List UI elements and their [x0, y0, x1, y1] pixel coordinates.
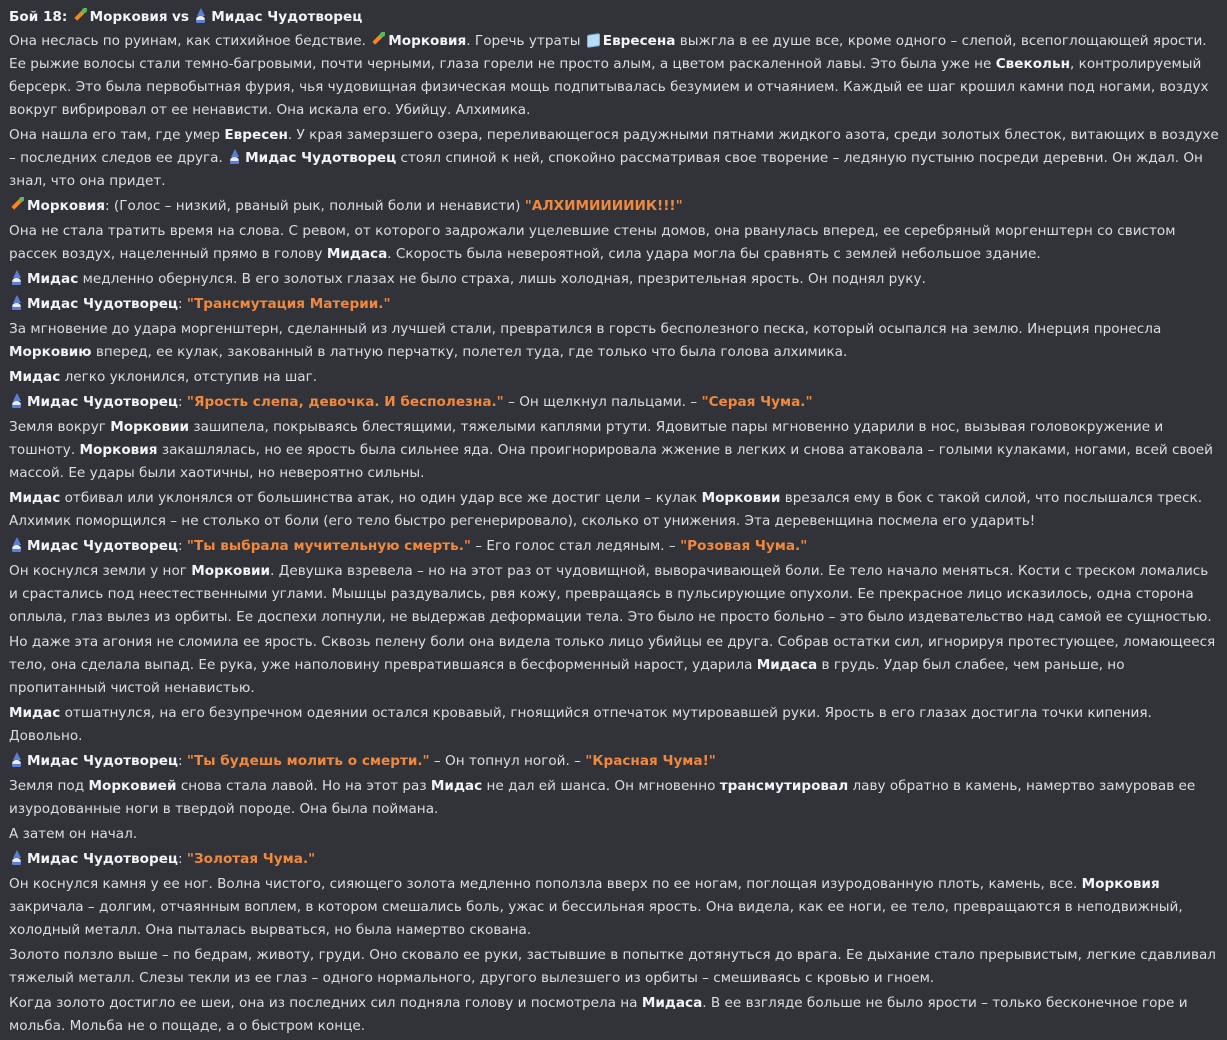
- narration-text: – Он топнул ногой. –: [429, 753, 586, 769]
- mage-icon: [193, 8, 208, 23]
- narration-text: Он коснулся камня у ее ног. Волна чистого, сияющего золота медленно поползла вверх по ее ногам, поглощая изуродованную плоть, камень, все.: [9, 876, 1082, 892]
- character-name: Морковия: [1081, 876, 1160, 892]
- spoken-quote: "Ты будешь молить о смерти.": [186, 753, 430, 769]
- mage-icon: [9, 393, 24, 408]
- character-name: Морковии: [191, 563, 271, 579]
- ice-cube-icon: [585, 32, 600, 47]
- story-body: [9, 30, 1221, 1038]
- character-name: трансмутировал: [719, 778, 849, 794]
- narration-text: закричала – долгим, отчаянным воплем, в котором смешались боль, ужас и бессильная ярость. Она видела, как ее ноги, ее тело, превращаются в неподвижный, холодный металл. Она пыталась вырваться, но была намертво скована.: [9, 899, 1183, 938]
- narration-text: стоял спиной к ней, спокойно рассматривая свое творение – ледяную пустыню посреди деревни. Он ждал. Он знал, что она придет.: [9, 150, 1203, 189]
- mage-icon: [9, 270, 24, 285]
- narration-text: Но даже эта агония не сломила ее ярость. Сквозь пелену боли она видела только лицо убийцы ее друга. Собрав остатки сил, игнорируя протестующее, ломающееся тело, она сделала выпад. Ее рука, уже наполовину превратившаяся в бесформенный нарост, ударила: [9, 634, 1216, 673]
- fighter-1-name: Морковия: [89, 9, 168, 25]
- narration-text: . В ее взгляде больше не было ярости – только бесконечное горе и мольба. Мольба не о пощаде, а о быстром конце.: [9, 995, 1188, 1034]
- narration-text: выжгла в ее душе все, кроме одного – слепой, всепоглощающей ярости. Ее рыжие волосы стали темно-багровыми, почти черными, глаза горели не просто алым, а цветом раскаленной лавы. Это была уже не: [9, 33, 1207, 72]
- story-paragraph: [9, 195, 1221, 218]
- narration-text: Золото ползло выше – по бедрам, животу, груди. Оно сковало ее руки, застывшие в попытке дотянуться до врага. Ее дыхание стало прерывистым, легкие сдавливал тяжелый металл. Слезы текли из ее глаз – одного нормального, другого вылезшего из орбиты – смешиваясь с кровью и гноем.: [9, 947, 1216, 986]
- story-paragraph: [9, 30, 1221, 122]
- story-paragraph: [9, 268, 1221, 291]
- story-paragraph: [9, 775, 1221, 821]
- character-name: Мидаса: [326, 246, 388, 262]
- mage-icon: [227, 149, 242, 164]
- character-name: Мидас: [9, 705, 61, 721]
- spoken-quote: "Ярость слепа, девочка. И бесполезна.": [186, 394, 504, 410]
- story-paragraph: [9, 702, 1221, 748]
- story-paragraph: [9, 124, 1221, 193]
- character-name: Мидас: [27, 271, 79, 287]
- narration-text: :: [178, 394, 187, 410]
- story-paragraph: [9, 631, 1221, 700]
- narration-text: Она нашла его там, где умер: [9, 127, 225, 143]
- character-name: Мидаса: [641, 995, 703, 1011]
- narration-text: Земля под: [9, 778, 89, 794]
- story-paragraph: [9, 487, 1221, 533]
- character-name: Мидас Чудотворец: [27, 851, 179, 867]
- carrot-icon: [9, 197, 24, 212]
- character-name: Морковия: [27, 198, 106, 214]
- spoken-quote: "Ты выбрала мучительную смерть.": [186, 538, 471, 554]
- fight-number: Бой 18:: [9, 9, 68, 25]
- character-name: Мидас: [9, 369, 61, 385]
- spoken-quote: "Красная Чума!": [585, 753, 716, 769]
- mage-icon: [9, 752, 24, 767]
- story-paragraph: [9, 823, 1221, 846]
- story-paragraph: [9, 750, 1221, 773]
- character-name: Мидас Чудотворец: [27, 296, 179, 312]
- character-name: Мидаса: [756, 657, 818, 673]
- mage-icon: [9, 537, 24, 552]
- narration-text: – Он щелкнул пальцами. –: [503, 394, 702, 410]
- narration-text: Земля вокруг: [9, 419, 111, 435]
- narration-text: отбивал или уклонялся от большинства атак, но один удар все же достиг цели – кулак: [60, 490, 702, 506]
- character-name: Мидас: [9, 490, 61, 506]
- narration-text: закашлялась, но ее ярость была сильнее яда. Она проигнорировала жжение в легких и снова атаковала – голыми кулаками, ногами, всей своей массой. Ее удары были хаотичны, но невероятно сильны.: [9, 442, 1213, 481]
- narration-text: зашипела, покрываясь блестящими, тяжелыми каплями ртути. Ядовитые пары мгновенно ударили в нос, вызывая головокружение и тошноту.: [9, 419, 1164, 458]
- narration-text: :: [178, 538, 187, 554]
- narration-text: :: [178, 296, 187, 312]
- narration-text: : (Голос – низкий, рваный рык, полный боли и ненависти): [105, 198, 525, 214]
- character-name: Морковию: [9, 344, 92, 360]
- spoken-quote: "Трансмутация Материи.": [186, 296, 391, 312]
- story-paragraph: [9, 560, 1221, 629]
- story-paragraph: [9, 318, 1221, 364]
- story-paragraph: [9, 366, 1221, 389]
- story-paragraph: [9, 944, 1221, 990]
- narration-text: лаву обратно в камень, намертво замуровав ее изуродованные ноги в твердой породе. Она была поймана.: [9, 778, 1196, 817]
- narration-text: легко уклонился, отступив на шаг.: [60, 369, 318, 385]
- character-name: Свекольн: [995, 56, 1070, 72]
- narration-text: в грудь. Удар был слабее, чем раньше, но пропитанный чистой ненавистью.: [9, 657, 1125, 696]
- character-name: Мидас Чудотворец: [27, 753, 179, 769]
- narration-text: медленно обернулся. В его золотых глазах не было страха, лишь холодная, презрительная ярость. Он поднял руку.: [78, 271, 926, 287]
- carrot-icon: [72, 8, 87, 23]
- story-paragraph: [9, 293, 1221, 316]
- character-name: Морковия: [388, 33, 467, 49]
- story-paragraph: [9, 416, 1221, 485]
- character-name: Евресена: [602, 33, 676, 49]
- narration-text: . Скорость была невероятной, сила удара могла бы сравнять с землей небольшое здание.: [387, 246, 1041, 262]
- narration-text: :: [178, 753, 187, 769]
- mage-icon: [9, 850, 24, 865]
- narration-text: За мгновение до удара моргенштерн, сделанный из лучшей стали, превратился в горсть бесполезного песка, который осыпался на землю. Инерция пронесла: [9, 321, 1162, 337]
- story-paragraph: [9, 848, 1221, 871]
- story-paragraph: [9, 220, 1221, 266]
- narration-text: отшатнулся, на его безупречном одеянии остался кровавый, гноящийся отпечаток мутировавшей руки. Ярость в его глазах достигла точки кипения. Довольно.: [9, 705, 1152, 744]
- mage-icon: [9, 295, 24, 310]
- spoken-quote: "Серая Чума.": [701, 394, 813, 410]
- message-content: [9, 6, 1221, 1040]
- narration-text: снова стала лавой. Но на этот раз: [176, 778, 431, 794]
- narration-text: . Девушка взревела – но на этот раз от чудовищной, выворачивающей боли. Ее тело начало меняться. Кости с треском ломались и срастались под неестественными углами. Мышцы раздувались, рвя кожу, превращаясь в пульсирующие опухоли. Ее прекрасное лицо исказилось, одна сторона оплыла, глаз вылез из орбиты. Ее доспехи лопнули, не выдержав деформации тела. Это было не просто больно – это было издевательство над самой ее сущностью.: [9, 563, 1212, 625]
- fight-title: [9, 6, 1221, 29]
- character-name: Мидас Чудотворец: [27, 394, 179, 410]
- fighter-2-name: Мидас Чудотворец: [211, 9, 363, 25]
- narration-text: Она неслась по руинам, как стихийное бедствие.: [9, 33, 371, 49]
- narration-text: Когда золото достигло ее шеи, она из последних сил подняла голову и посмотрела на: [9, 995, 642, 1011]
- story-paragraph: [9, 391, 1221, 414]
- narration-text: . У края замерзшего озера, переливающегося радужными пятнами жидкого азота, среди золотых блесток, витающих в воздухе – последних следов ее друга.: [9, 127, 1219, 166]
- carrot-icon: [370, 32, 385, 47]
- story-paragraph: [9, 992, 1221, 1038]
- spoken-quote: "Розовая Чума.": [680, 538, 808, 554]
- narration-text: вперед, ее кулак, закованный в латную перчатку, полетел туда, где только что была голова алхимика.: [91, 344, 848, 360]
- character-name: Морковией: [88, 778, 177, 794]
- narration-text: . Горечь утраты: [466, 33, 585, 49]
- narration-text: – Его голос стал ледяным. –: [470, 538, 681, 554]
- narration-text: врезался ему в бок с такой силой, что послышался треск. Алхимик поморщился – не столько от боли (его тело быстро регенерировало), сколько от унижения. Эта деревенщина посмела его ударить!: [9, 490, 1203, 529]
- narration-text: не дал ей шанса. Он мгновенно: [482, 778, 720, 794]
- story-paragraph: [9, 873, 1221, 942]
- narration-text: Она не стала тратить время на слова. С ревом, от которого задрожали уцелевшие стены домов, она рванулась вперед, ее серебряный моргенштерн со свистом рассек воздух, нацеленный прямо в голову: [9, 223, 1176, 262]
- spoken-quote: "АЛХИМИИИИИК!!!": [524, 198, 683, 214]
- character-name: Морковии: [110, 419, 190, 435]
- character-name: Мидас Чудотворец: [245, 150, 397, 166]
- story-paragraph: [9, 535, 1221, 558]
- narration-text: , контролируемый берсерк. Это была первобытная фурия, чья чудовищная физическая мощь подпитывалась безумием и отчаянием. Каждый ее шаг крошил камни под ногами, воздух вокруг вибрировал от ее ненависти. Она искала его. Убийцу. Алхимика.: [9, 56, 1209, 118]
- vs-label: vs: [172, 9, 189, 25]
- character-name: Мидас: [430, 778, 483, 794]
- narration-text: А затем он начал.: [9, 826, 138, 842]
- spoken-quote: "Золотая Чума.": [186, 851, 316, 867]
- character-name: Евресен: [224, 127, 288, 143]
- character-name: Морковии: [701, 490, 781, 506]
- narration-text: Он коснулся земли у ног: [9, 563, 192, 579]
- character-name: Мидас Чудотворец: [27, 538, 179, 554]
- narration-text: :: [178, 851, 187, 867]
- character-name: Морковия: [79, 442, 158, 458]
